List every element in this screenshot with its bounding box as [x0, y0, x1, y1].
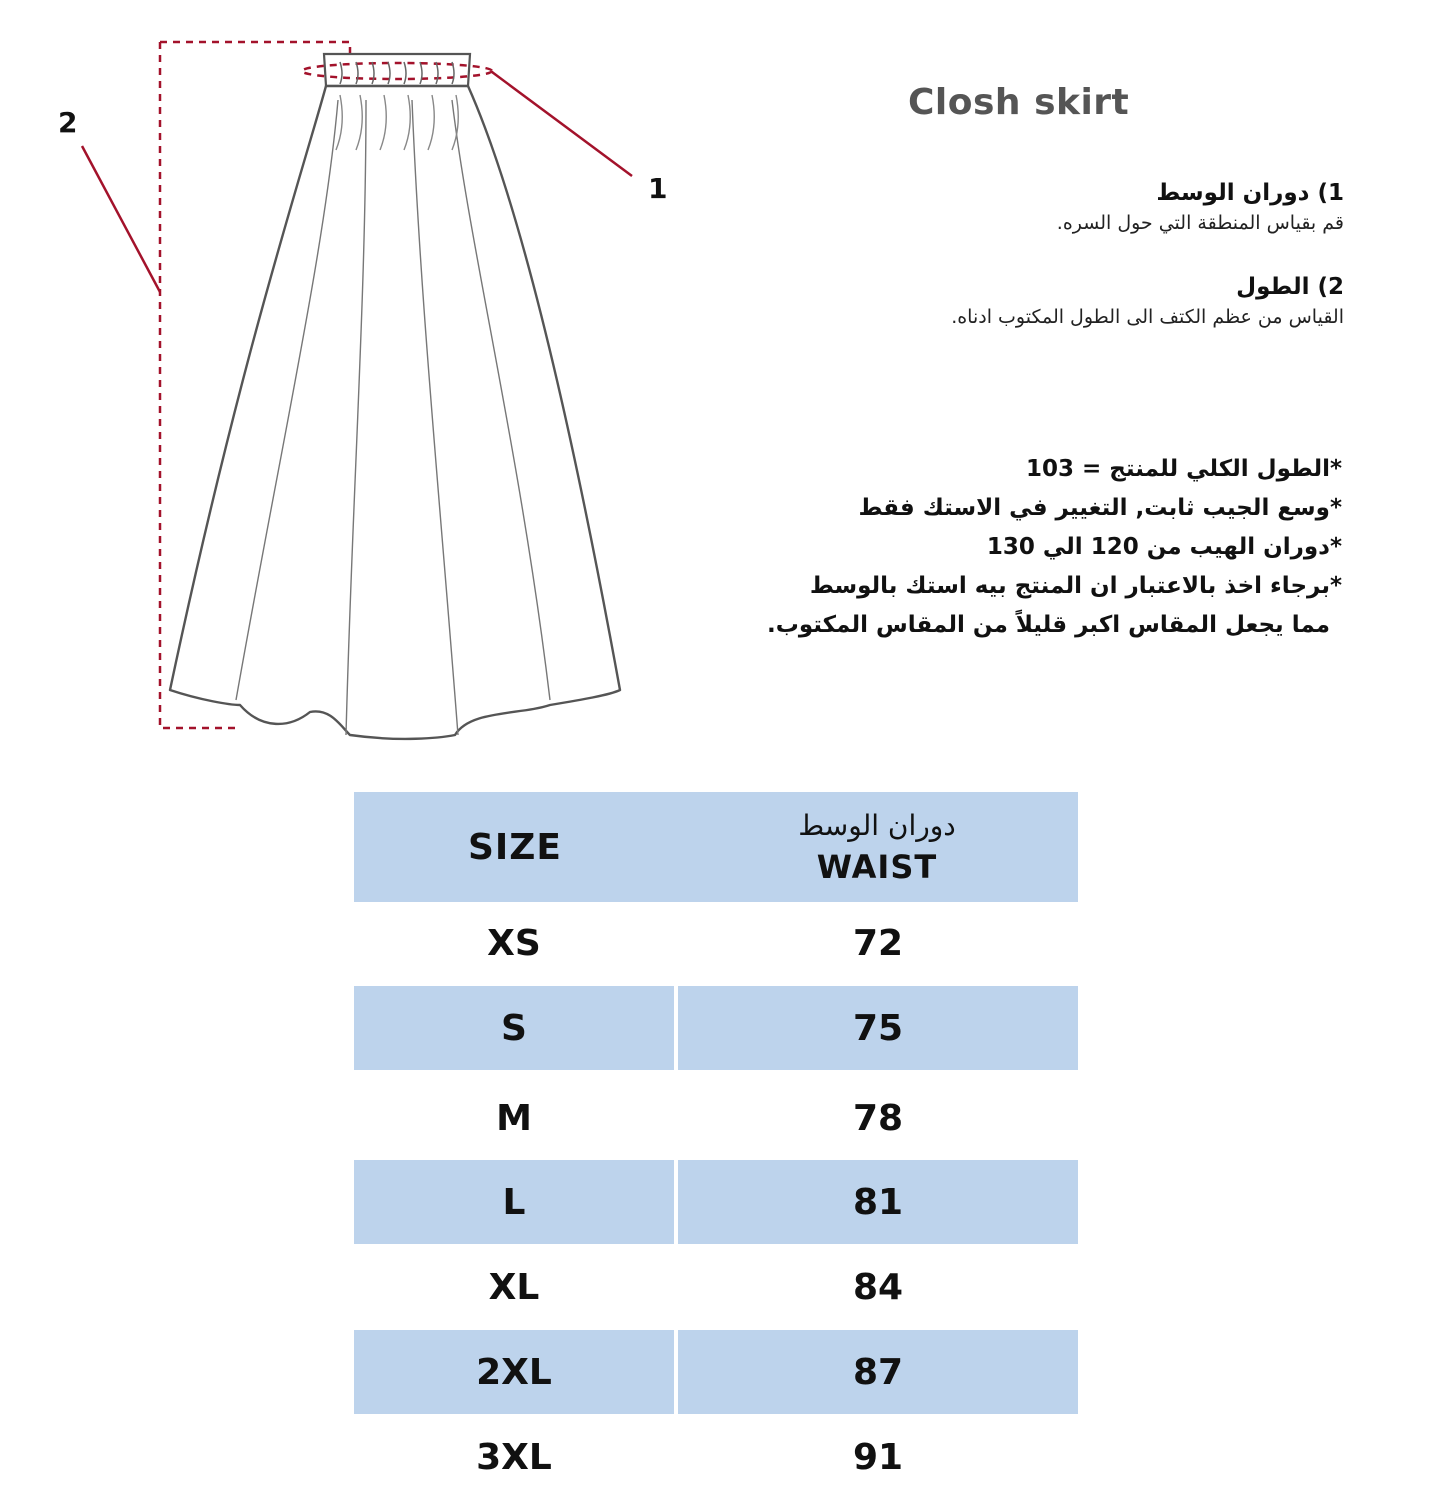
note-total-length: *الطول الكلي للمنتج = 103 [1026, 456, 1342, 482]
cell-size: XL [488, 1266, 540, 1308]
measurement-length-desc: القياس من عظم الكتف الى الطول المكتوب ادناه. [951, 306, 1344, 328]
header-size: SIZE [467, 826, 563, 868]
note-hip: *دوران الهيب من 120 الي 130 [986, 534, 1342, 560]
skirt-illustration [0, 0, 720, 760]
measurement-waist-title: 1) دوران الوسط [1156, 180, 1344, 206]
callout-length-number: 2 [58, 106, 78, 139]
header-waist-arabic: دوران الوسط [798, 808, 956, 842]
cell-size: XS [487, 922, 541, 964]
product-notes [767, 450, 1342, 645]
product-title: Closh skirt [908, 82, 1130, 123]
table-header [354, 792, 1078, 902]
table-row [354, 986, 1078, 1070]
cell-size: 3XL [476, 1436, 552, 1478]
cell-size: L [354, 1160, 674, 1244]
cell-waist: 72 [852, 922, 904, 964]
table-row [354, 1076, 1078, 1160]
measurement-length [951, 274, 1344, 328]
cell-size: 2XL [354, 1330, 674, 1414]
measurement-length-title: 2) الطول [1236, 274, 1344, 300]
cell-size: M [496, 1097, 532, 1139]
cell-waist: 84 [852, 1266, 904, 1308]
cell-size: S [354, 986, 674, 1070]
table-row [354, 1244, 1078, 1330]
table-row [354, 1330, 1078, 1414]
cell-waist: 87 [678, 1330, 1078, 1414]
table-row [354, 902, 1078, 984]
note-pocket: *وسع الجيب ثابت, التغيير في الاستك فقط [858, 495, 1342, 521]
callout-waist-number: 1 [648, 172, 668, 205]
size-chart-table [354, 792, 1078, 1500]
table-row [354, 1414, 1078, 1500]
header-waist-english: WAIST [816, 847, 938, 886]
cell-waist: 75 [678, 986, 1078, 1070]
note-elastic-cont: مما يجعل المقاس اكبر قليلاً من المقاس المكتوب. [767, 612, 1330, 638]
cell-waist: 78 [852, 1097, 904, 1139]
cell-waist: 81 [678, 1160, 1078, 1244]
table-row [354, 1160, 1078, 1244]
note-elastic: *برجاء اخذ بالاعتبار ان المنتج بيه استك بالوسط [809, 573, 1342, 599]
measurement-waist [1057, 180, 1344, 234]
measurement-waist-desc: قم بقياس المنطقة التي حول السره. [1056, 212, 1344, 234]
header-waist [676, 792, 1078, 902]
cell-waist: 91 [852, 1436, 904, 1478]
